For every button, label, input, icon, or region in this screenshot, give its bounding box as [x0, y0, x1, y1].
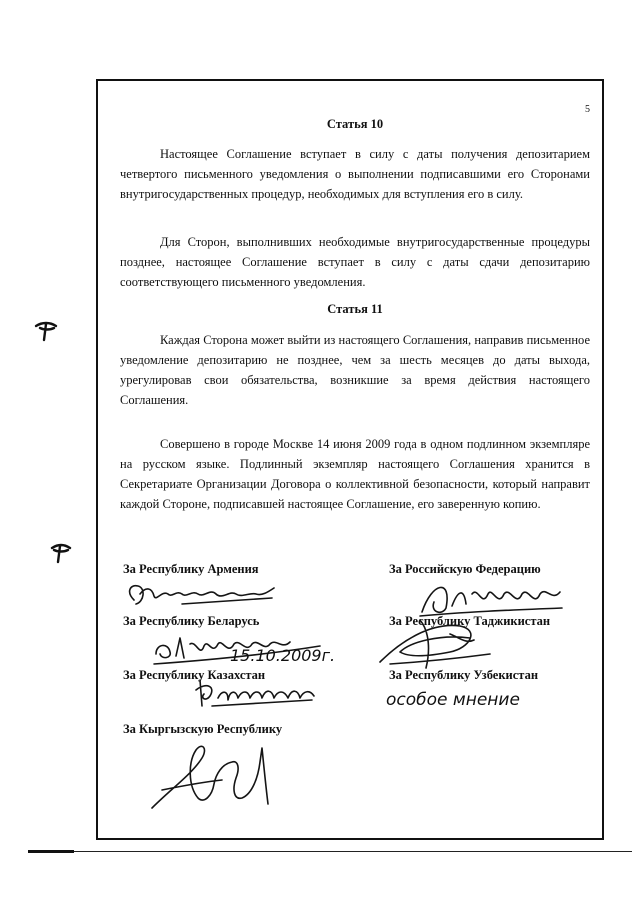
- signatory-tajikistan: За Республику Таджикистан: [389, 614, 551, 628]
- kazakhstan-signature: [192, 676, 322, 712]
- margin-mark-bottom: [48, 542, 74, 568]
- margin-mark-top-icon: [32, 320, 60, 342]
- signatory-kazakhstan: За Республику Казахстан: [123, 668, 266, 682]
- signatory-kyrgyzstan: За Кыргызскую Республику: [123, 722, 283, 736]
- article-10-heading: Статья 10: [326, 117, 384, 131]
- article-11-heading: Статья 11: [327, 302, 383, 316]
- page-bottom-rule-accent: [28, 850, 74, 853]
- page-bottom-rule: [28, 851, 632, 852]
- belarus-signature-date: 15.10.2009г.: [230, 646, 336, 665]
- article-11-paragraph-1: Каждая Сторона может выйти из настоящего Соглашения, направив письменное уведомление депозитарию не позднее, чем за шесть месяцев до даты выхода, урегулировав свои обязательства, возникшие за время действия настоящего Соглашения.: [120, 333, 590, 407]
- closing-paragraph: Совершено в городе Москве 14 июня 2009 года в одном подлинном экземпляре на русском языке. Подлинный экземпляр настоящего Соглашения хранится в Секретариате Организации Договора о коллективной безопасности, который направит каждой Стороне, подписавшей настоящее Соглашение, его заверенную копию.: [120, 437, 590, 511]
- page-number: 5: [585, 104, 590, 115]
- signatory-belarus: За Республику Беларусь: [123, 614, 260, 628]
- margin-mark-bottom-icon: [48, 542, 74, 564]
- margin-mark-top: [32, 320, 60, 346]
- kyrgyzstan-signature: [142, 738, 282, 818]
- signatory-russia: За Российскую Федерацию: [389, 562, 541, 576]
- armenia-signature: [122, 578, 282, 612]
- tajikistan-signature: [370, 612, 510, 674]
- article-10-paragraph-1: Настоящее Соглашение вступает в силу с даты получения депозитарием четвертого письменного уведомления о выполнении подписавшими его Сторонами внутригосударственных процедур, необходимых для вступления его в силу.: [120, 147, 590, 201]
- signatory-uzbekistan: За Республику Узбекистан: [389, 668, 539, 682]
- article-10-paragraph-2: Для Сторон, выполнивших необходимые внутригосударственные процедуры позднее, настоящее Соглашение вступает в силу с даты сдачи депозитарию соответствующего письменного уведомления.: [120, 235, 590, 289]
- uzbekistan-handwritten-note: особое мнение: [386, 690, 520, 710]
- signatory-armenia: За Республику Армения: [123, 562, 259, 576]
